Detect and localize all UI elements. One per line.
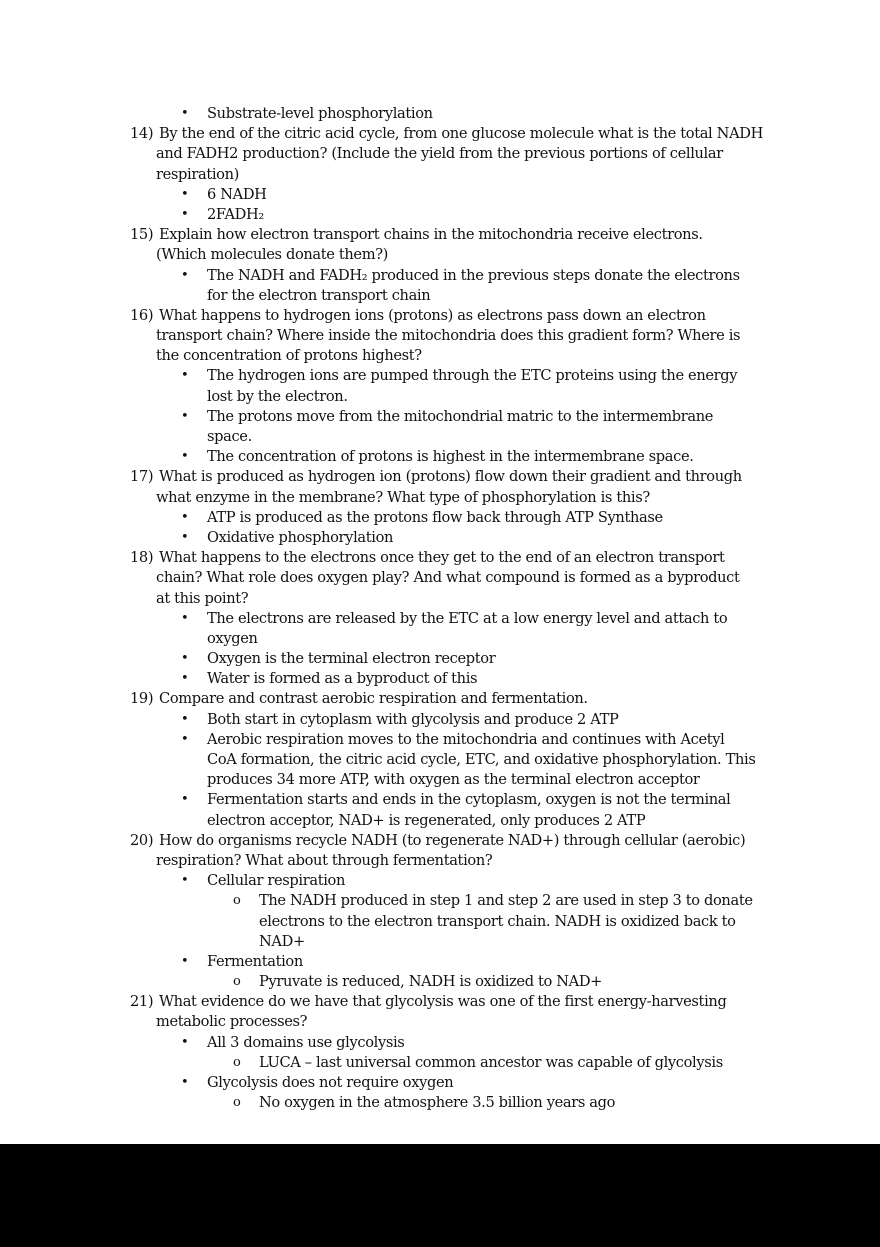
question-text: How do organisms recycle NADH (to regenerate NAD+) through cellular (aerobic) bbox=[159, 831, 746, 849]
bullet-text: Oxygen is the terminal electron receptor bbox=[207, 650, 496, 668]
question-text: By the end of the citric acid cycle, from one glucose molecule what is the total NADH bbox=[159, 125, 764, 143]
bullet-text: lost by the electron. bbox=[207, 387, 348, 405]
question-continuation-line bbox=[0, 589, 880, 609]
question-number: 19) bbox=[130, 690, 154, 708]
bullet-text: The electrons are released by the ETC at a low energy level and attach to bbox=[207, 609, 728, 627]
question-number: 21) bbox=[130, 993, 154, 1011]
bullet-dot-icon: • bbox=[181, 368, 189, 384]
bullet-item bbox=[0, 952, 880, 972]
question-continuation-line bbox=[0, 1012, 880, 1032]
bullet-dot-icon: • bbox=[181, 449, 189, 465]
bullet-dot-icon: • bbox=[181, 610, 189, 626]
bullet-text: ATP is produced as the protons flow back through ATP Synthase bbox=[207, 508, 663, 526]
question-number: 20) bbox=[130, 831, 154, 849]
question-text: respiration? What about through fermentation? bbox=[156, 851, 493, 869]
bullet-item bbox=[0, 366, 880, 386]
bullet-text: CoA formation, the citric acid cycle, ETC, and oxidative phosphorylation. This bbox=[207, 751, 756, 768]
bullet-item bbox=[0, 508, 880, 528]
question-line bbox=[0, 548, 880, 568]
sub-bullet-item bbox=[0, 1093, 880, 1113]
bullet-item bbox=[0, 710, 880, 730]
bullet-dot-icon: • bbox=[181, 509, 189, 525]
bullet-text: Cellular respiration bbox=[207, 872, 346, 890]
question-continuation-line bbox=[0, 326, 880, 346]
bullet-dot-icon: • bbox=[181, 106, 189, 121]
question-text: What evidence do we have that glycolysis was one of the first energy-harvesting bbox=[159, 993, 727, 1011]
bullet-item bbox=[0, 266, 880, 286]
question-text: respiration) bbox=[156, 165, 239, 183]
bullet-text: Substrate-level phosphorylation bbox=[207, 105, 433, 122]
bullet-text: The hydrogen ions are pumped through the ETC proteins using the energy bbox=[207, 367, 738, 385]
sub-bullet-text: electrons to the electron transport chain. NADH is oxidized back to bbox=[259, 912, 736, 930]
bullet-text: Aerobic respiration moves to the mitochondria and continues with Acetyl bbox=[207, 730, 725, 748]
sub-bullet-text: Pyruvate is reduced, NADH is oxidized to NAD+ bbox=[259, 973, 603, 991]
bullet-item bbox=[0, 528, 880, 548]
bullet-circle-icon: o bbox=[233, 1095, 241, 1111]
question-number: 16) bbox=[130, 306, 154, 324]
bullet-text: produces 34 more ATP, with oxygen as the terminal electron acceptor bbox=[207, 771, 700, 789]
bullet-dot-icon: • bbox=[181, 408, 189, 424]
bullet-circle-icon: o bbox=[233, 893, 241, 909]
question-continuation-line bbox=[0, 851, 880, 871]
sub-bullet-text: No oxygen in the atmosphere 3.5 billion years ago bbox=[259, 1094, 616, 1112]
bullet-dot-icon: • bbox=[181, 873, 189, 889]
question-line bbox=[0, 306, 880, 326]
bullet-dot-icon: • bbox=[181, 792, 189, 808]
bullet-text: The NADH and FADH₂ produced in the previous steps donate the electrons bbox=[207, 266, 740, 284]
bullet-item bbox=[0, 730, 880, 750]
question-continuation-line bbox=[0, 245, 880, 265]
question-number: 15) bbox=[130, 226, 154, 244]
question-text: at this point? bbox=[156, 589, 249, 607]
bullet-dot-icon: • bbox=[181, 529, 189, 545]
question-continuation-line bbox=[0, 568, 880, 588]
question-continuation-line bbox=[0, 488, 880, 508]
letterbox-bar bbox=[0, 1144, 880, 1247]
bullet-item bbox=[0, 1033, 880, 1053]
bullet-circle-icon: o bbox=[233, 1054, 241, 1070]
bullet-text: 6 NADH bbox=[207, 185, 267, 203]
question-line bbox=[0, 831, 880, 851]
bullet-text: The protons move from the mitochondrial matric to the intermembrane bbox=[207, 407, 714, 425]
bullet-item bbox=[0, 185, 880, 205]
question-number: 14) bbox=[130, 125, 154, 143]
question-continuation-line bbox=[0, 144, 880, 164]
bullet-item bbox=[0, 205, 880, 225]
question-text: (Which molecules donate them?) bbox=[156, 246, 389, 264]
sub-bullet-text: The NADH produced in step 1 and step 2 are used in step 3 to donate bbox=[259, 892, 753, 910]
question-text: and FADH2 production? (Include the yield from the previous portions of cellular bbox=[156, 145, 723, 163]
bullet-dot-icon: • bbox=[181, 186, 189, 202]
bullet-text: oxygen bbox=[207, 629, 258, 647]
bullet-dot-icon: • bbox=[181, 267, 189, 283]
question-number: 18) bbox=[130, 549, 154, 567]
bullet-continuation-line bbox=[0, 286, 880, 306]
question-text: metabolic processes? bbox=[156, 1013, 308, 1031]
bullet-text: Oxidative phosphorylation bbox=[207, 528, 394, 546]
bullet-text: All 3 domains use glycolysis bbox=[207, 1033, 405, 1051]
sub-bullet-text: NAD+ bbox=[259, 932, 305, 950]
bullet-dot-icon: • bbox=[181, 671, 189, 687]
sub-bullet-continuation-line bbox=[0, 932, 880, 952]
bullet-text: 2FADH₂ bbox=[207, 205, 264, 223]
document-content bbox=[0, 104, 880, 1113]
bullet-item bbox=[0, 609, 880, 629]
bullet-continuation-line bbox=[0, 811, 880, 831]
question-continuation-line bbox=[0, 346, 880, 366]
bullet-item bbox=[0, 1073, 880, 1093]
question-text: Explain how electron transport chains in the mitochondria receive electrons. bbox=[159, 226, 703, 244]
bullet-dot-icon: • bbox=[181, 953, 189, 969]
sub-bullet-item bbox=[0, 891, 880, 911]
bullet-circle-icon: o bbox=[233, 974, 241, 990]
bullet-dot-icon: • bbox=[181, 711, 189, 727]
bullet-continuation-line bbox=[0, 427, 880, 447]
bullet-item bbox=[0, 447, 880, 467]
bullet-continuation-line bbox=[0, 770, 880, 790]
bullet-continuation-line bbox=[0, 629, 880, 649]
bullet-continuation-line bbox=[0, 387, 880, 407]
question-text: the concentration of protons highest? bbox=[156, 347, 422, 365]
bullet-text: Glycolysis does not require oxygen bbox=[207, 1074, 454, 1091]
question-text: What happens to the electrons once they get to the end of an electron transport bbox=[159, 549, 725, 567]
bullet-text: for the electron transport chain bbox=[207, 286, 431, 304]
sub-bullet-continuation-line bbox=[0, 912, 880, 932]
bullet-text: electron acceptor, NAD+ is regenerated, only produces 2 ATP bbox=[207, 811, 646, 829]
question-text: transport chain? Where inside the mitochondria does this gradient form? Where is bbox=[156, 327, 741, 345]
bullet-item bbox=[0, 407, 880, 427]
question-number: 17) bbox=[130, 468, 154, 486]
bullet-item bbox=[0, 649, 880, 669]
question-text: What happens to hydrogen ions (protons) as electrons pass down an electron bbox=[159, 306, 706, 324]
question-line bbox=[0, 992, 880, 1012]
question-text: chain? What role does oxygen play? And what compound is formed as a byproduct bbox=[156, 569, 740, 587]
question-line bbox=[0, 225, 880, 245]
sub-bullet-item bbox=[0, 972, 880, 992]
question-text: Compare and contrast aerobic respiration and fermentation. bbox=[159, 690, 588, 708]
question-text: What is produced as hydrogen ion (protons) flow down their gradient and through bbox=[159, 468, 742, 486]
bullet-item bbox=[0, 790, 880, 810]
bullet-text: Both start in cytoplasm with glycolysis and produce 2 ATP bbox=[207, 710, 619, 728]
bullet-text: The concentration of protons is highest in the intermembrane space. bbox=[207, 448, 694, 466]
bullet-item bbox=[0, 669, 880, 689]
bullet-text: Fermentation starts and ends in the cytoplasm, oxygen is not the terminal bbox=[207, 791, 731, 809]
bullet-item bbox=[0, 104, 880, 124]
question-line bbox=[0, 689, 880, 709]
question-line bbox=[0, 124, 880, 144]
bullet-dot-icon: • bbox=[181, 206, 189, 222]
bullet-dot-icon: • bbox=[181, 1075, 189, 1090]
question-continuation-line bbox=[0, 165, 880, 185]
bullet-dot-icon: • bbox=[181, 731, 189, 747]
bullet-item bbox=[0, 871, 880, 891]
bullet-text: space. bbox=[207, 428, 252, 445]
sub-bullet-text: LUCA – last universal common ancestor was capable of glycolysis bbox=[259, 1053, 723, 1071]
bullet-text: Water is formed as a byproduct of this bbox=[207, 670, 478, 688]
bullet-continuation-line bbox=[0, 750, 880, 770]
question-line bbox=[0, 467, 880, 487]
question-text: what enzyme in the membrane? What type of phosphorylation is this? bbox=[156, 488, 650, 506]
bullet-dot-icon: • bbox=[181, 651, 189, 667]
bullet-text: Fermentation bbox=[207, 952, 303, 970]
sub-bullet-item bbox=[0, 1053, 880, 1073]
bullet-dot-icon: • bbox=[181, 1034, 189, 1050]
